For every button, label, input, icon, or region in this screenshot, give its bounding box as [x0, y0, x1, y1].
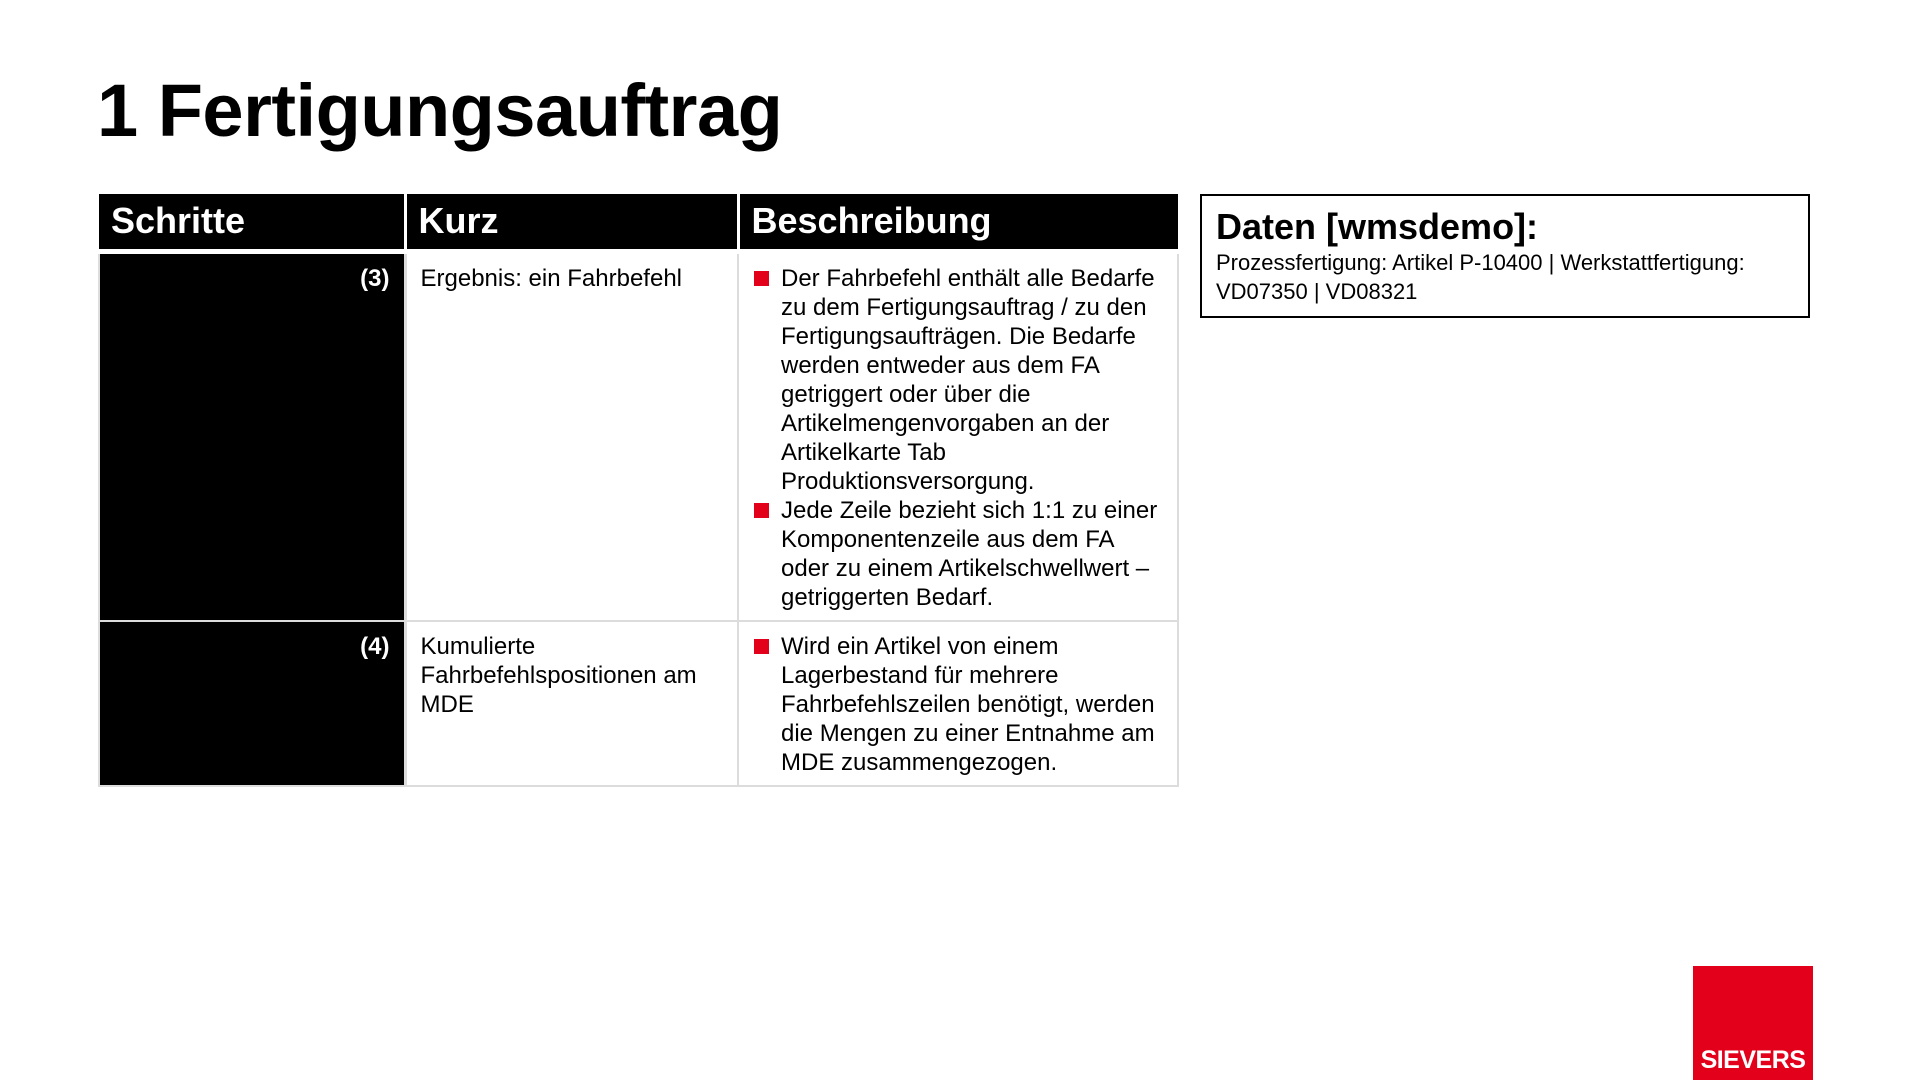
- daten-title: Daten [wmsdemo]:: [1216, 206, 1539, 247]
- bullet-item: Wird ein Artikel von einem Lagerbestand für mehrere Fahrbefehlszeilen benötigt, werden die Mengen zu einer Entnahme am MDE zusammengezogen.: [753, 632, 1163, 777]
- logo-text: SIEVERS: [1700, 1046, 1806, 1074]
- step-beschreibung: [738, 621, 1178, 786]
- step-number: (3): [99, 251, 405, 621]
- table-row: [99, 621, 1178, 786]
- daten-box: [1200, 194, 1810, 318]
- steps-table: [98, 194, 1179, 787]
- step-kurz: Kumulierte Fahrbefehlspositionen am MDE: [405, 621, 738, 786]
- step-number: (4): [99, 621, 405, 786]
- step-kurz: Ergebnis: ein Fahrbefehl: [405, 251, 738, 621]
- table-header-row: [99, 194, 1178, 251]
- header-kurz: Kurz: [405, 194, 738, 251]
- daten-text: Prozessfertigung: Artikel P-10400 | Werkstattfertigung: VD07350 | VD08321: [1216, 250, 1745, 304]
- slide-title: 1 Fertigungsauftrag: [97, 69, 783, 152]
- header-schritte: Schritte: [99, 194, 405, 251]
- bullet-list: [753, 264, 1163, 612]
- bullet-item: Jede Zeile bezieht sich 1:1 zu einer Komponentenzeile aus dem FA oder zu einem Artikelschwellwert – getriggerten Bedarf.: [753, 496, 1163, 612]
- bullet-list: [753, 632, 1163, 777]
- table-row: [99, 251, 1178, 621]
- sievers-logo: [1693, 966, 1813, 1080]
- header-beschreibung: Beschreibung: [738, 194, 1178, 251]
- bullet-item: Der Fahrbefehl enthält alle Bedarfe zu dem Fertigungsauftrag / zu den Fertigungsaufträgen. Die Bedarfe werden entweder aus dem FA getriggert oder über die Artikelmengenvorgaben an der Artikelkarte Tab Produktionsversorgung.: [753, 264, 1163, 496]
- step-beschreibung: [738, 251, 1178, 621]
